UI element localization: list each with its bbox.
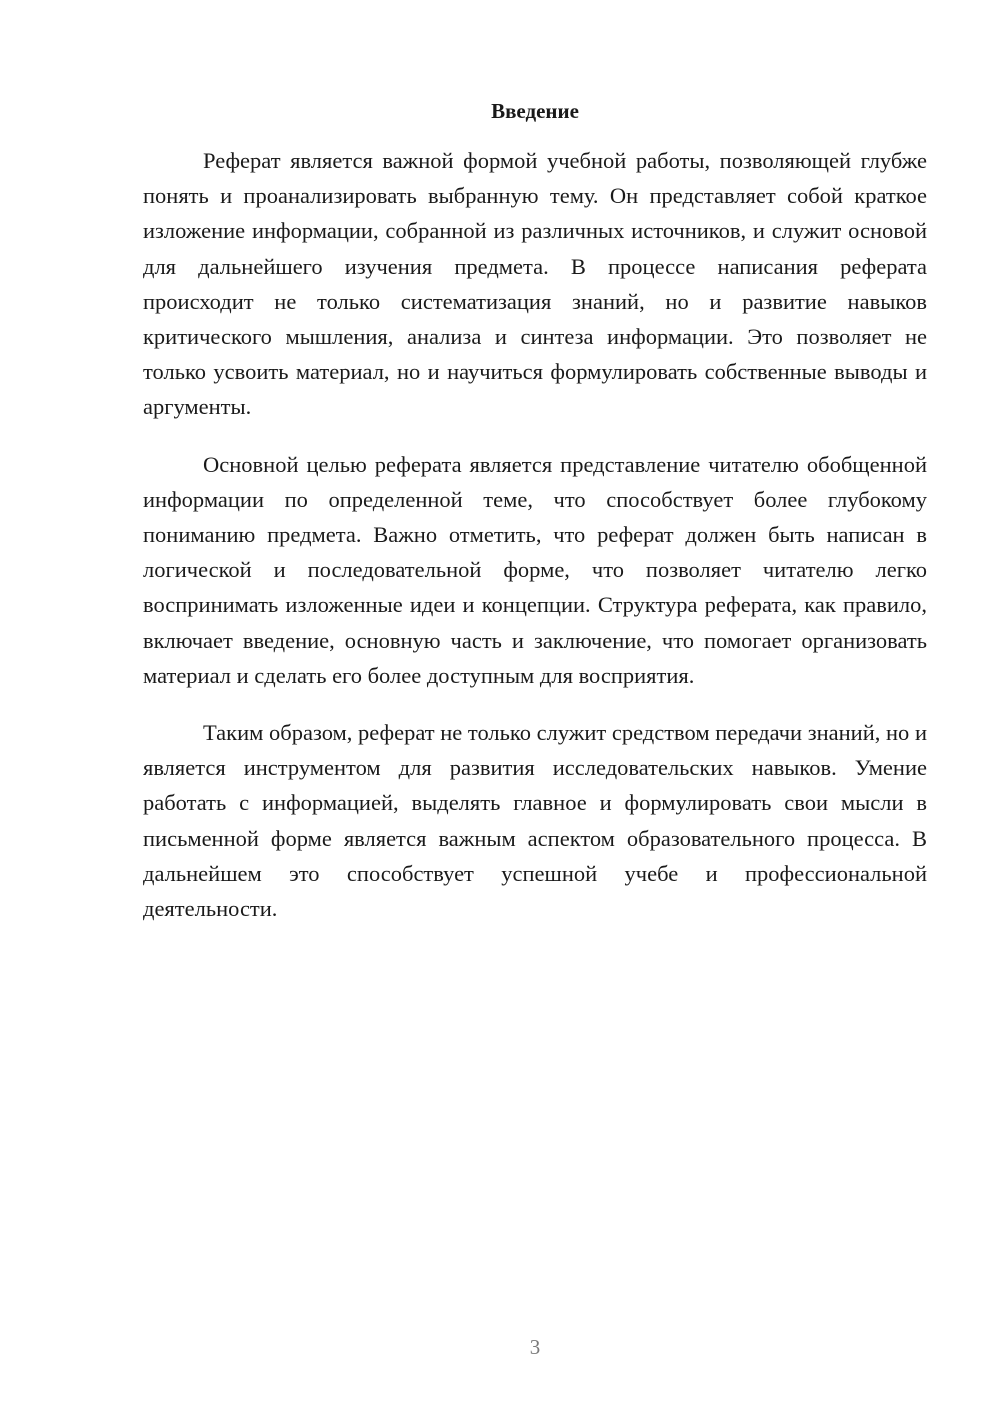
paragraph-1: Реферат является важной формой учебной работы, позволяющей глубже понять и проанализировать выбранную тему. Он представляет собой краткое изложение информации, собранной из различных источников, и служит основой для дальнейшего изучения предмета. В процессе написания реферата происходит не только систематизация знаний, но и развитие навыков критического мышления, анализа и синтеза информации. Это позволяет не только усвоить материал, но и научиться формулировать собственные выводы и аргументы. [143,148,927,420]
page-title: Введение [491,99,579,123]
document-body [143,143,927,948]
paragraph-2: Основной целью реферата является представление читателю обобщенной информации по определенной теме, что способствует более глубокому пониманию предмета. Важно отметить, что реферат должен быть написан в логической и последовательной форме, что позволяет читателю легко воспринимать изложенные идеи и концепции. Структура реферата, как правило, включает введение, основную часть и заключение, что помогает организовать материал и сделать его более доступным для восприятия. [143,451,927,688]
page-number: 3 [529,1335,541,1359]
paragraph-3: Таким образом, реферат не только служит средством передачи знаний, но и является инструментом для развития исследовательских навыков. Умение работать с информацией, выделять главное и формулировать свои мысли в письменной форме является важным аспектом образовательного процесса. В дальнейшем это способствует успешной учебе и профессиональной деятельности. [143,720,927,922]
